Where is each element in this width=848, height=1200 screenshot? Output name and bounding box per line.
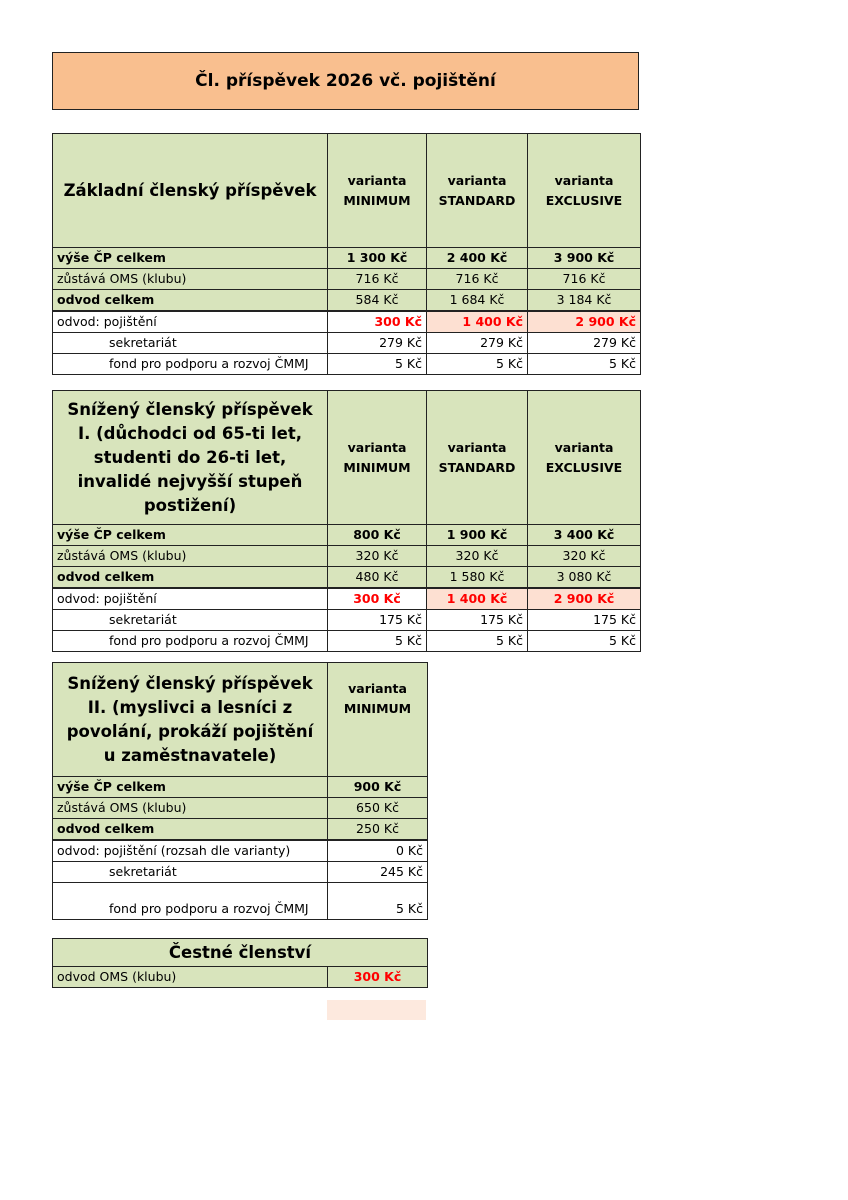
table-row: zůstává OMS (klubu) 716 Kč 716 Kč 716 Kč	[53, 269, 641, 290]
table-row: odvod celkem 250 Kč	[53, 819, 428, 841]
variant-minimum-header: varianta MINIMUM	[328, 134, 427, 248]
table-row: zůstává OMS (klubu) 320 Kč 320 Kč 320 Kč	[53, 546, 641, 567]
table-row: fond pro podporu a rozvoj ČMMJ 5 Kč	[53, 883, 428, 920]
reduced-fee-2-table	[52, 662, 428, 920]
table-heading: Snížený členský příspěvek II. (myslivci a lesníci z povolání, prokáží pojištění u zaměstnavatele)	[53, 663, 328, 777]
page-title: Čl. příspěvek 2026 vč. pojištění	[52, 52, 639, 110]
variant-standard-header: varianta STANDARD	[427, 391, 528, 525]
table-row: fond pro podporu a rozvoj ČMMJ 5 Kč 5 Kč 5 Kč	[53, 631, 641, 652]
honorary-membership-table	[52, 938, 428, 988]
table-heading: Snížený členský příspěvek I. (důchodci od 65-ti let, studenti do 26-ti let, invalidé nejvyšší stupeň postižení)	[53, 391, 328, 525]
table-heading: Čestné členství	[53, 939, 428, 967]
table-row: sekretariát 175 Kč 175 Kč 175 Kč	[53, 610, 641, 631]
variant-minimum-header: varianta MINIMUM	[328, 663, 428, 777]
basic-fee-table	[52, 133, 641, 375]
table-row: fond pro podporu a rozvoj ČMMJ 5 Kč 5 Kč 5 Kč	[53, 354, 641, 375]
variant-exclusive-header: varianta EXCLUSIVE	[528, 391, 641, 525]
table-heading: Základní členský příspěvek	[53, 134, 328, 248]
table-row: sekretariát 279 Kč 279 Kč 279 Kč	[53, 333, 641, 354]
variant-exclusive-header: varianta EXCLUSIVE	[528, 134, 641, 248]
table-row: odvod: pojištění 300 Kč 1 400 Kč 2 900 Kč	[53, 311, 641, 333]
table-row: výše ČP celkem 900 Kč	[53, 777, 428, 798]
table-row: výše ČP celkem 1 300 Kč 2 400 Kč 3 900 Kč	[53, 248, 641, 269]
table-row: odvod: pojištění (rozsah dle varianty) 0 Kč	[53, 840, 428, 862]
table-row: zůstává OMS (klubu) 650 Kč	[53, 798, 428, 819]
table-row: odvod celkem 480 Kč 1 580 Kč 3 080 Kč	[53, 567, 641, 589]
table-row: odvod OMS (klubu) 300 Kč	[53, 967, 428, 988]
empty-highlight-cell	[327, 1000, 426, 1020]
reduced-fee-1-table	[52, 390, 641, 652]
table-row: odvod celkem 584 Kč 1 684 Kč 3 184 Kč	[53, 290, 641, 312]
variant-standard-header: varianta STANDARD	[427, 134, 528, 248]
table-row: výše ČP celkem 800 Kč 1 900 Kč 3 400 Kč	[53, 525, 641, 546]
table-row: sekretariát 245 Kč	[53, 862, 428, 883]
table-row: odvod: pojištění 300 Kč 1 400 Kč 2 900 Kč	[53, 588, 641, 610]
variant-minimum-header: varianta MINIMUM	[328, 391, 427, 525]
